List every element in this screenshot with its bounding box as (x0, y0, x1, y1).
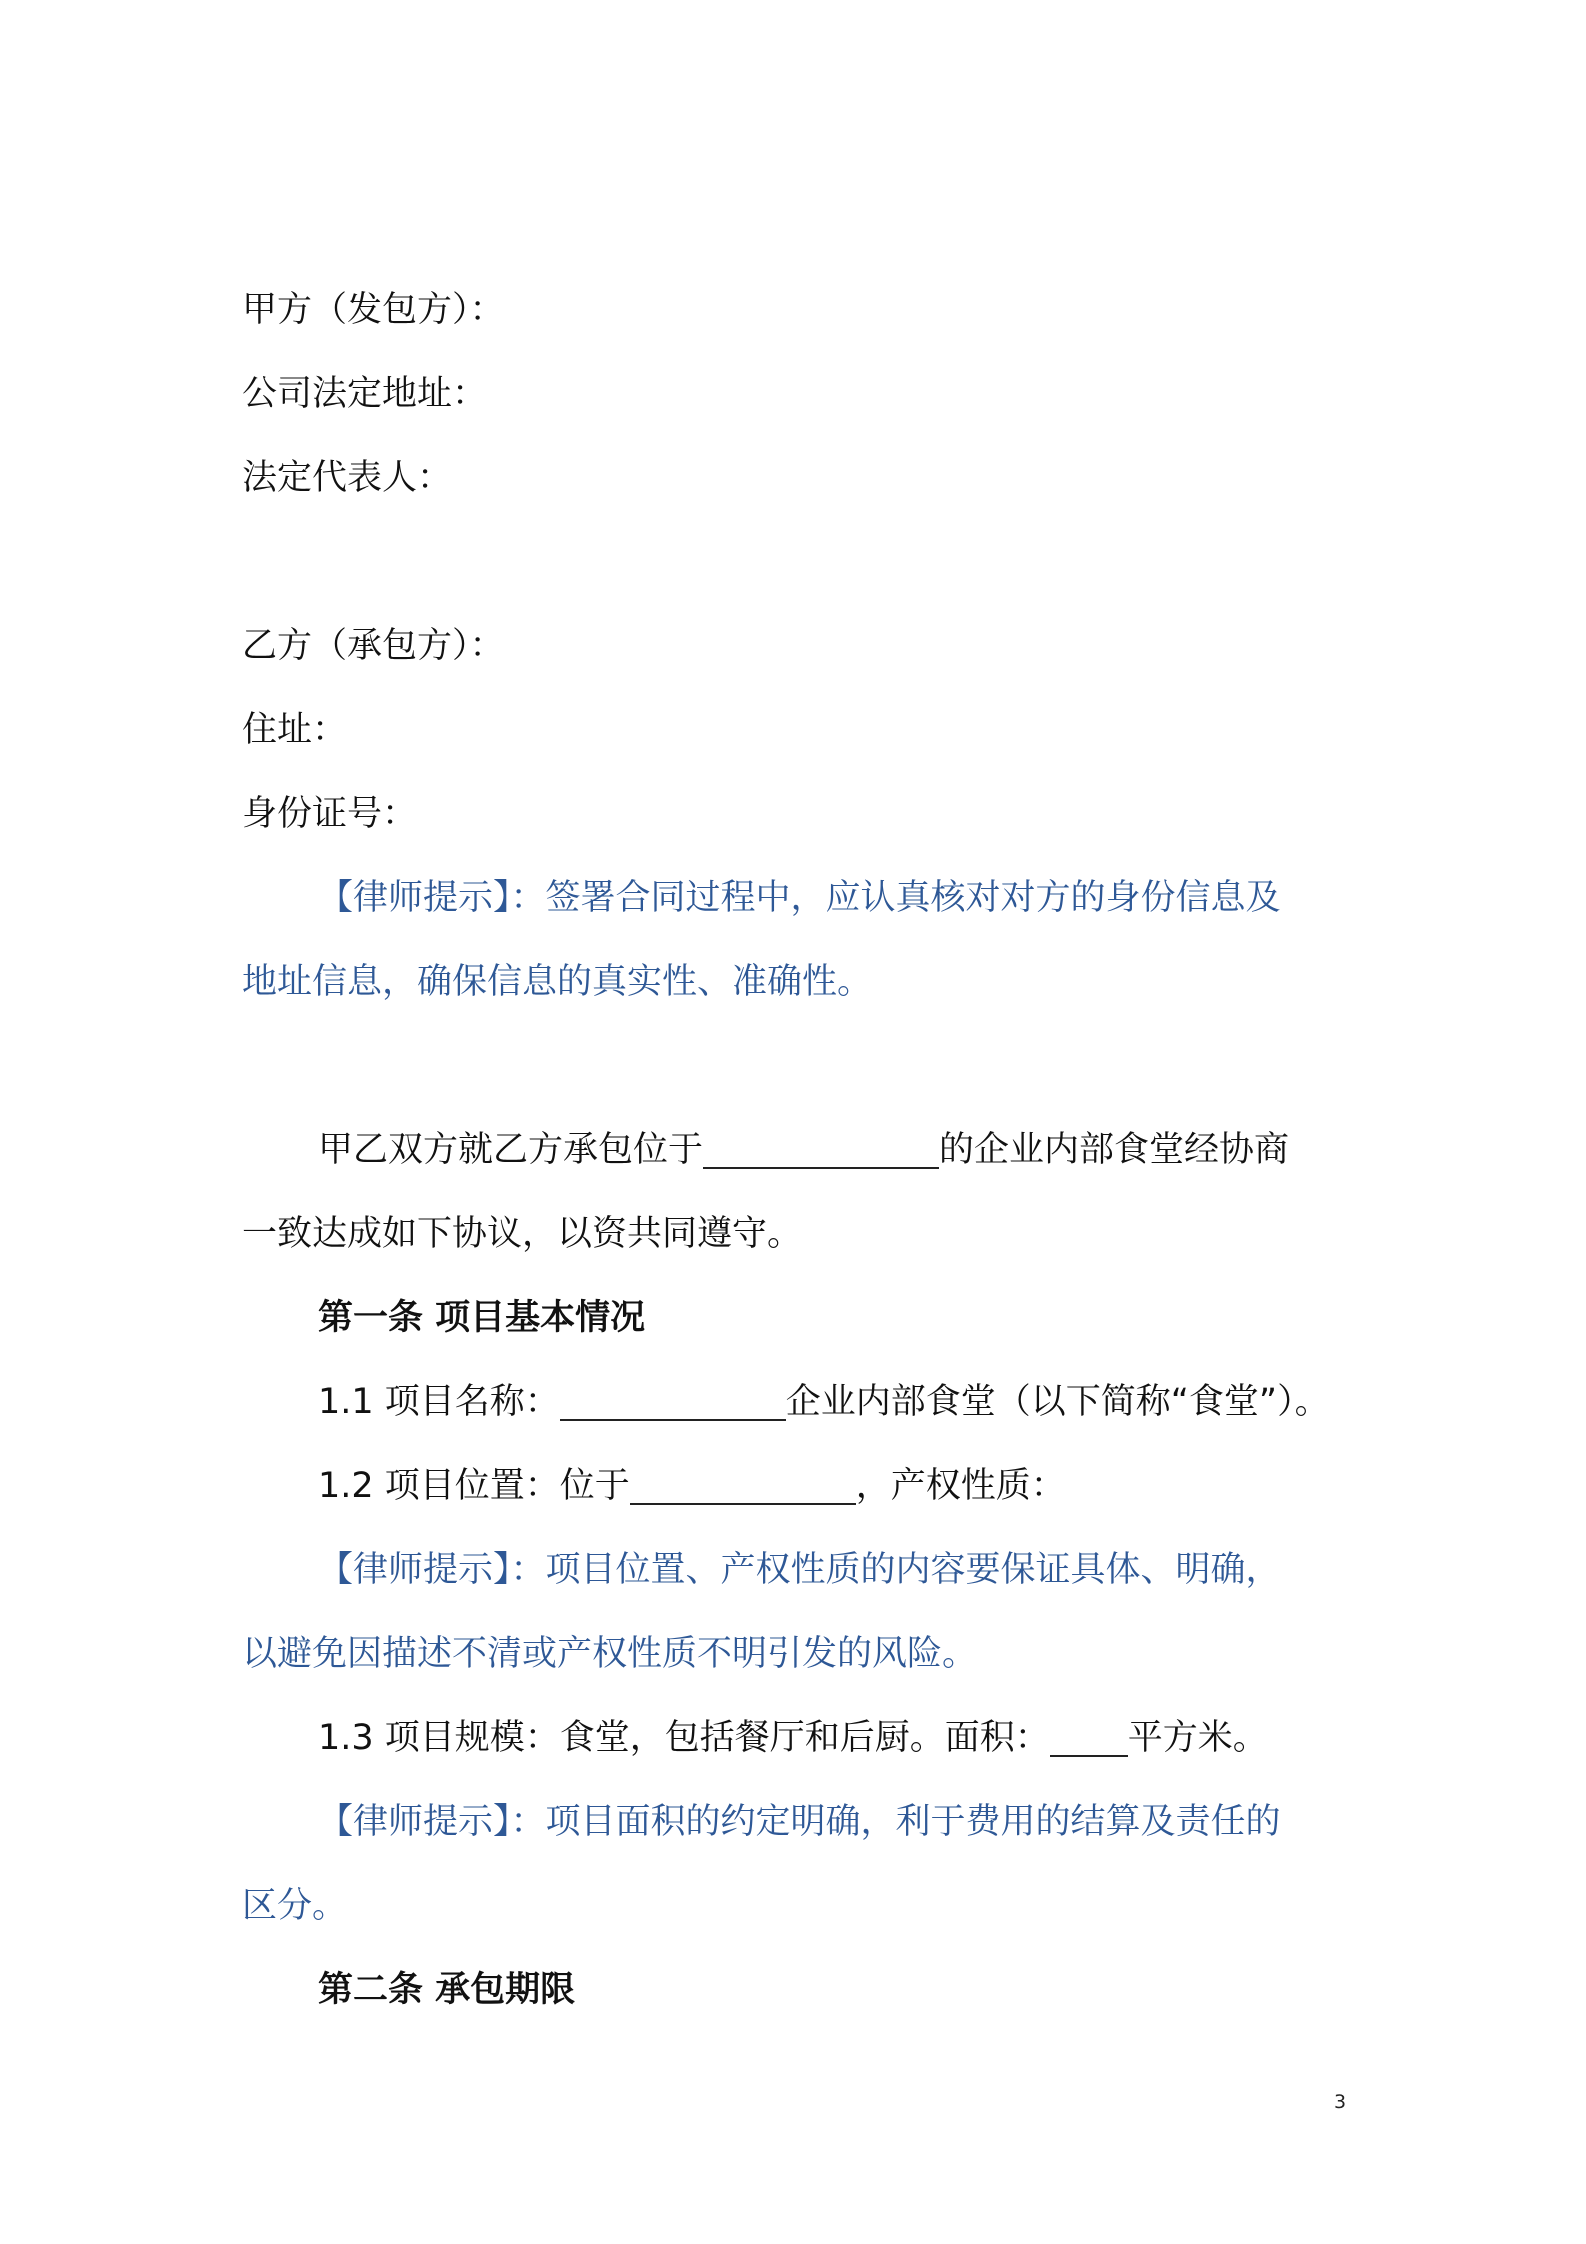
project-name-blank (560, 1383, 786, 1421)
project-location-blank (630, 1467, 856, 1505)
item-1-2-label: 1.2 项目位置：位于 (318, 1466, 630, 1506)
page-number: 3 (1334, 2091, 1347, 2113)
item-1-1 (318, 1378, 1330, 1426)
lawyer-tip-identity-line1: 【律师提示】：签署合同过程中，应认真核对对方的身份信息及 (318, 878, 1281, 918)
article1-heading: 第一条 项目基本情况 (318, 1298, 646, 1338)
party-b-title: 乙方（承包方）： (242, 626, 505, 666)
article2-heading: 第二条 承包期限 (318, 1970, 576, 2010)
intro-line1-before: 甲乙双方就乙方承包位于 (318, 1130, 704, 1170)
item-1-3-label: 1.3 项目规模：食堂，包括餐厅和后厨。面积： (318, 1718, 1050, 1758)
lawyer-tip-location-line2: 以避免因描述不清或产权性质不明引发的风险。 (242, 1634, 978, 1674)
lawyer-tip-identity-line2: 地址信息，确保信息的真实性、准确性。 (242, 962, 873, 1002)
area-blank (1050, 1719, 1128, 1757)
party-a-address: 公司法定地址： (242, 374, 488, 414)
item-1-1-text: 企业内部食堂（以下简称“食堂”）。 (785, 1382, 1330, 1422)
lawyer-tip-location-line1: 【律师提示】：项目位置、产权性质的内容要保证具体、明确， (318, 1550, 1281, 1590)
intro-line2: 一致达成如下协议，以资共同遵守。 (242, 1214, 803, 1254)
lawyer-tip-area-line2: 区分。 (242, 1886, 348, 1926)
location-blank (703, 1131, 939, 1169)
intro-line1-after: 的企业内部食堂经协商 (939, 1130, 1290, 1170)
item-1-3 (318, 1714, 1268, 1762)
item-1-2 (318, 1462, 1066, 1510)
item-1-3-text: 平方米。 (1127, 1718, 1268, 1758)
item-1-1-label: 1.1 项目名称： (318, 1382, 560, 1422)
lawyer-tip-area-line1: 【律师提示】：项目面积的约定明确，利于费用的结算及责任的 (318, 1802, 1281, 1842)
party-b-address: 住址： (242, 710, 348, 750)
intro-line1 (318, 1126, 1289, 1174)
party-a-title: 甲方（发包方）： (242, 290, 505, 330)
item-1-2-text: ，产权性质： (855, 1466, 1066, 1506)
party-b-id-number: 身份证号： (242, 794, 418, 834)
party-a-representative: 法定代表人： (242, 458, 453, 498)
